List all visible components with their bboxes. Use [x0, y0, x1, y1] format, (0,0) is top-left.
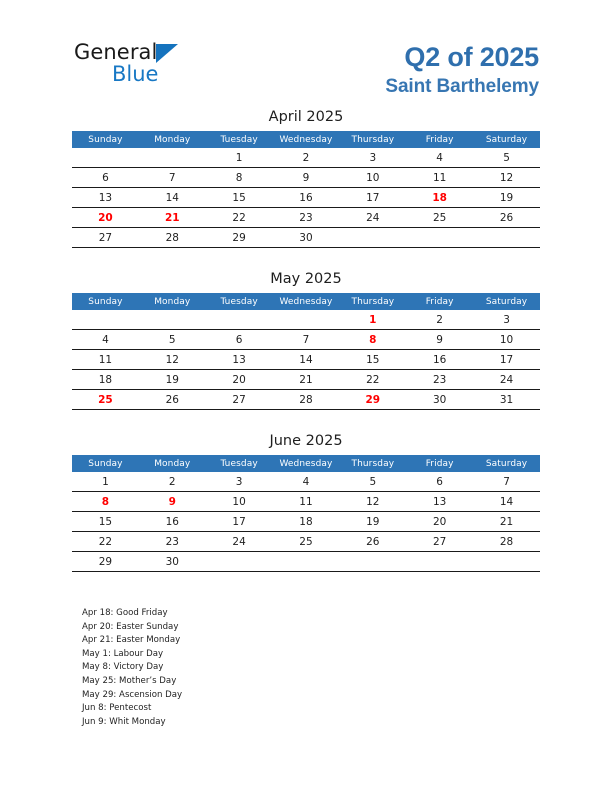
holiday-legend-item: Jun 9: Whit Monday: [82, 716, 166, 727]
calendar-day[interactable]: 2: [139, 472, 206, 492]
calendar-week-row: [72, 532, 540, 552]
calendar-day[interactable]: 15: [72, 512, 139, 532]
weekday-header-row: [72, 455, 540, 472]
calendar-day[interactable]: 17: [206, 512, 273, 532]
weekday-header-saturday: Saturday: [473, 293, 540, 310]
calendar-table: [72, 455, 540, 572]
calendar-day[interactable]: 24: [473, 370, 540, 390]
calendar-day[interactable]: 5: [139, 330, 206, 350]
calendar-day[interactable]: 26: [139, 390, 206, 410]
weekday-header-wednesday: Wednesday: [273, 293, 340, 310]
calendar-day[interactable]: 15: [339, 350, 406, 370]
calendar-day[interactable]: 27: [72, 228, 139, 248]
calendar-week-row: [72, 188, 540, 208]
calendar-day[interactable]: 27: [406, 532, 473, 552]
holiday-legend-item: Jun 8: Pentecost: [82, 703, 152, 714]
calendar-week-row: [72, 472, 540, 492]
calendar-day[interactable]: 14: [473, 492, 540, 512]
calendar-day-empty: [406, 228, 473, 248]
weekday-header-saturday: Saturday: [473, 455, 540, 472]
calendar-day-empty: [406, 552, 473, 572]
weekday-header-sunday: Sunday: [72, 293, 139, 310]
calendar-months: [0, 109, 612, 572]
calendar-week-row: [72, 492, 540, 512]
weekday-header-friday: Friday: [406, 293, 473, 310]
calendar-day-empty: [139, 310, 206, 330]
calendar-day[interactable]: 28: [273, 390, 340, 410]
calendar-day[interactable]: 4: [273, 472, 340, 492]
holiday-legend-item: May 25: Mother’s Day: [82, 675, 177, 686]
calendar-day-empty: [206, 552, 273, 572]
calendar-day[interactable]: 22: [206, 208, 273, 228]
calendar-day[interactable]: 22: [72, 532, 139, 552]
calendar-week-row: [72, 148, 540, 168]
weekday-header-sunday: Sunday: [72, 455, 139, 472]
calendar-day-empty: [72, 148, 139, 168]
calendar-day[interactable]: 13: [72, 188, 139, 208]
weekday-header-wednesday: Wednesday: [273, 131, 340, 148]
calendar-week-row: [72, 168, 540, 188]
weekday-header-wednesday: Wednesday: [273, 455, 340, 472]
weekday-header-sunday: Sunday: [72, 131, 139, 148]
calendar-day[interactable]: 3: [339, 148, 406, 168]
calendar-day[interactable]: 17: [339, 188, 406, 208]
calendar-day[interactable]: 19: [473, 188, 540, 208]
calendar-day[interactable]: 30: [139, 552, 206, 572]
calendar-day[interactable]: 13: [406, 492, 473, 512]
calendar-day-empty: [72, 310, 139, 330]
calendar-day[interactable]: 31: [473, 390, 540, 410]
calendar-day[interactable]: 27: [206, 390, 273, 410]
calendar-day[interactable]: 22: [339, 370, 406, 390]
weekday-header-monday: Monday: [139, 131, 206, 148]
calendar-day[interactable]: 14: [139, 188, 206, 208]
calendar-day-empty: [473, 552, 540, 572]
calendar-day[interactable]: 24: [339, 208, 406, 228]
calendar-day[interactable]: 16: [273, 188, 340, 208]
weekday-header-monday: Monday: [139, 455, 206, 472]
weekday-header-thursday: Thursday: [339, 455, 406, 472]
calendar-table: [72, 293, 540, 410]
calendar-day[interactable]: 20: [406, 512, 473, 532]
calendar-week-row: [72, 228, 540, 248]
calendar-day[interactable]: 21: [273, 370, 340, 390]
calendar-day[interactable]: 6: [72, 168, 139, 188]
weekday-header-row: [72, 131, 540, 148]
calendar-day[interactable]: 26: [339, 532, 406, 552]
title-block: [385, 42, 539, 100]
page-subtitle: Saint Barthelemy: [385, 76, 539, 98]
calendar-day[interactable]: 15: [206, 188, 273, 208]
calendar-day[interactable]: 28: [473, 532, 540, 552]
calendar-day[interactable]: 25: [273, 532, 340, 552]
calendar-day[interactable]: 9: [273, 168, 340, 188]
holiday-legend-item: May 29: Ascension Day: [82, 689, 183, 700]
calendar-day[interactable]: 20: [206, 370, 273, 390]
calendar-table: [72, 131, 540, 248]
calendar-day[interactable]: 2: [406, 310, 473, 330]
calendar-day-holiday[interactable]: 25: [72, 390, 139, 410]
general-blue-logo: [74, 42, 264, 92]
calendar-day[interactable]: 23: [273, 208, 340, 228]
calendar-day[interactable]: 10: [206, 492, 273, 512]
weekday-header-tuesday: Tuesday: [206, 455, 273, 472]
calendar-day[interactable]: 12: [339, 492, 406, 512]
calendar-day[interactable]: 1: [72, 472, 139, 492]
calendar-day[interactable]: 30: [273, 228, 340, 248]
calendar-week-row: [72, 310, 540, 330]
calendar-week-row: [72, 390, 540, 410]
calendar-day[interactable]: 4: [72, 330, 139, 350]
weekday-header-thursday: Thursday: [339, 293, 406, 310]
calendar-day[interactable]: 28: [139, 228, 206, 248]
calendar-week-row: [72, 208, 540, 228]
calendar-day[interactable]: 3: [473, 310, 540, 330]
calendar-day[interactable]: 6: [406, 472, 473, 492]
calendar-day[interactable]: 25: [406, 208, 473, 228]
calendar-day-empty: [206, 310, 273, 330]
calendar-day[interactable]: 16: [406, 350, 473, 370]
calendar-day-holiday[interactable]: 1: [339, 310, 406, 330]
calendar-day-empty: [339, 228, 406, 248]
calendar-day-holiday[interactable]: 29: [339, 390, 406, 410]
weekday-header-tuesday: Tuesday: [206, 293, 273, 310]
calendar-day[interactable]: 7: [273, 330, 340, 350]
calendar-day[interactable]: 4: [406, 148, 473, 168]
weekday-header-thursday: Thursday: [339, 131, 406, 148]
month-title: April 2025: [268, 109, 344, 125]
calendar-day[interactable]: 26: [473, 208, 540, 228]
calendar-day[interactable]: 11: [72, 350, 139, 370]
calendar-day[interactable]: 9: [406, 330, 473, 350]
calendar-day[interactable]: 6: [206, 330, 273, 350]
calendar-week-row: [72, 512, 540, 532]
calendar-day[interactable]: 10: [473, 330, 540, 350]
calendar-day[interactable]: 3: [206, 472, 273, 492]
calendar-week-row: [72, 552, 540, 572]
calendar-day[interactable]: 12: [473, 168, 540, 188]
weekday-header-row: [72, 293, 540, 310]
calendar-day[interactable]: 23: [406, 370, 473, 390]
calendar-day-holiday[interactable]: 9: [139, 492, 206, 512]
weekday-header-friday: Friday: [406, 131, 473, 148]
calendar-week-row: [72, 330, 540, 350]
calendar-day[interactable]: 7: [473, 472, 540, 492]
logo-text-general: General: [74, 40, 158, 64]
holiday-legend-item: May 1: Labour Day: [82, 648, 164, 659]
calendar-day[interactable]: 30: [406, 390, 473, 410]
calendar-day[interactable]: 10: [339, 168, 406, 188]
calendar-day[interactable]: 11: [406, 168, 473, 188]
month-title: June 2025: [269, 433, 343, 449]
calendar-day[interactable]: 8: [206, 168, 273, 188]
weekday-header-monday: Monday: [139, 293, 206, 310]
page-title: Q2 of 2025: [404, 42, 539, 72]
holiday-legend-item: Apr 18: Good Friday: [82, 608, 168, 618]
calendar-day[interactable]: 19: [339, 512, 406, 532]
calendar-day[interactable]: 1: [206, 148, 273, 168]
calendar-day[interactable]: 2: [273, 148, 340, 168]
calendar-day-empty: [339, 552, 406, 572]
calendar-day-empty: [273, 552, 340, 572]
calendar-day[interactable]: 7: [139, 168, 206, 188]
weekday-header-tuesday: Tuesday: [206, 131, 273, 148]
calendar-day-holiday[interactable]: 8: [72, 492, 139, 512]
holiday-legend-item: Apr 21: Easter Monday: [82, 635, 181, 646]
calendar-week-row: [72, 350, 540, 370]
calendar-day[interactable]: 18: [72, 370, 139, 390]
logo-triangle-icon: [156, 44, 178, 63]
calendar-day[interactable]: 21: [473, 512, 540, 532]
calendar-day-holiday[interactable]: 20: [72, 208, 139, 228]
calendar-day[interactable]: 24: [206, 532, 273, 552]
month-block: [72, 109, 540, 248]
calendar-day[interactable]: 14: [273, 350, 340, 370]
page-header: [0, 0, 612, 98]
holiday-legend-item: Apr 20: Easter Sunday: [82, 621, 179, 632]
calendar-day[interactable]: 19: [139, 370, 206, 390]
calendar-week-row: [72, 370, 540, 390]
calendar-day[interactable]: 16: [139, 512, 206, 532]
calendar-day[interactable]: 18: [273, 512, 340, 532]
calendar-day[interactable]: 11: [273, 492, 340, 512]
calendar-day[interactable]: 29: [206, 228, 273, 248]
calendar-day[interactable]: 12: [139, 350, 206, 370]
calendar-day[interactable]: 23: [139, 532, 206, 552]
logo-text-blue: Blue: [112, 62, 159, 86]
month-title: May 2025: [270, 271, 342, 287]
calendar-day[interactable]: 29: [72, 552, 139, 572]
holiday-legend: [72, 595, 540, 729]
calendar-day[interactable]: 17: [473, 350, 540, 370]
calendar-day[interactable]: 5: [473, 148, 540, 168]
calendar-day[interactable]: 13: [206, 350, 273, 370]
calendar-day-empty: [273, 310, 340, 330]
calendar-day-empty: [473, 228, 540, 248]
month-block: [72, 433, 540, 572]
weekday-header-friday: Friday: [406, 455, 473, 472]
holiday-legend-item: May 8: Victory Day: [82, 662, 164, 673]
calendar-day-holiday[interactable]: 21: [139, 208, 206, 228]
calendar-day-holiday[interactable]: 8: [339, 330, 406, 350]
calendar-day-holiday[interactable]: 18: [406, 188, 473, 208]
weekday-header-saturday: Saturday: [473, 131, 540, 148]
calendar-day[interactable]: 5: [339, 472, 406, 492]
calendar-day-empty: [139, 148, 206, 168]
month-block: [72, 271, 540, 410]
